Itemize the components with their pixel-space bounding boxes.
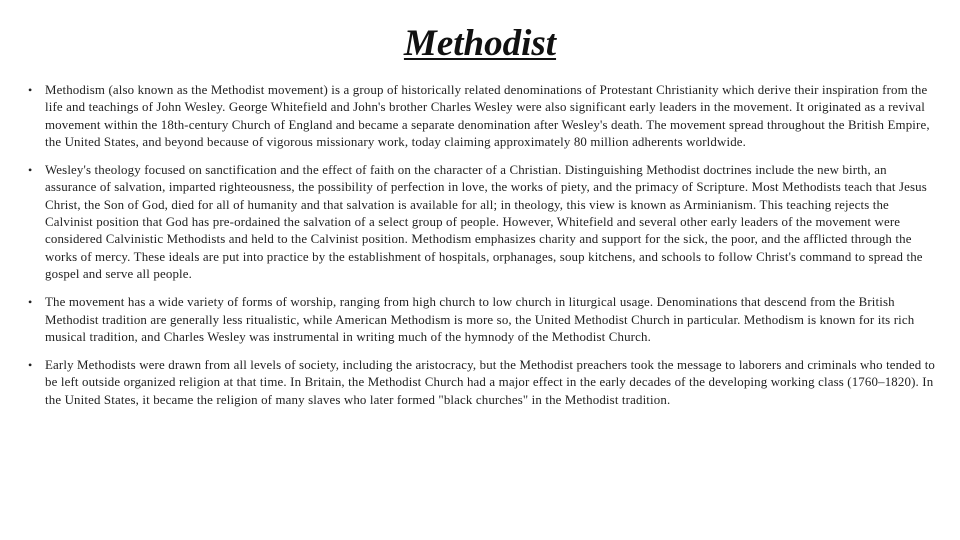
bullet-item bbox=[28, 294, 940, 346]
bullet-dot-icon: • bbox=[28, 358, 33, 373]
bullet-dot-icon: • bbox=[28, 295, 33, 310]
bullet-text: Methodism (also known as the Methodist movement) is a group of historically related denominations of Protestant Christianity which derive their inspiration from the life and teachings of John Wesley. George Whitefield and John's brother Charles Wesley were also significant early leaders in the movement. It originated as a revival movement within the 18th-century Church of England and became a separate denomination after Wesley's death. The movement spread throughout the British Empire, the United States, and beyond because of vigorous missionary work, today claiming approximately 80 million adherents worldwide. bbox=[45, 83, 930, 149]
bullet-text: The movement has a wide variety of forms of worship, ranging from high church to low church in liturgical usage. Denominations that descend from the British Methodist tradition are generally less ritualistic, while American Methodism is more so, the United Methodist Church in particular. Methodism is known for its rich musical tradition, and Charles Wesley was instrumental in writing much of the hymnody of the Methodist Church. bbox=[45, 295, 915, 344]
bullet-text: Early Methodists were drawn from all levels of society, including the aristocracy, but the Methodist preachers took the message to laborers and criminals who tended to be left outside organized religion at that time. In Britain, the Methodist Church had a major effect in the early decades of the developing working class (1760–1820). In the United States, it became the religion of many slaves who later formed "black churches" in the Methodist tradition. bbox=[45, 358, 936, 407]
bullet-text: Wesley's theology focused on sanctification and the effect of faith on the character of a Christian. Distinguishing Methodist doctrines include the new birth, an assurance of salvation, imparted righteousness, the possibility of perfection in love, the works of piety, and the primacy of Scripture. Most Methodists teach that Jesus Christ, the Son of God, died for all of humanity and that salvation is available for all; in theology, this view is known as Arminianism. This teaching rejects the Calvinist position that God has pre-ordained the salvation of a select group of people. However, Whitefield and several other early leaders of the movement were considered Calvinistic Methodists and held to the Calvinist position. Methodism emphasizes charity and support for the sick, the poor, and the afflicted through the works of mercy. These ideals are put into practice by the establishment of hospitals, orphanages, soup kitchens, and schools to follow Christ's command to spread the gospel and serve all people. bbox=[45, 163, 927, 281]
slide-title: Methodist bbox=[403, 23, 557, 64]
bullet-dot-icon: • bbox=[28, 163, 33, 178]
bullet-item bbox=[28, 357, 940, 409]
bullet-item bbox=[28, 162, 940, 283]
bullet-dot-icon: • bbox=[28, 83, 33, 97]
bullet-item bbox=[28, 82, 940, 151]
bullet-list bbox=[28, 82, 940, 420]
